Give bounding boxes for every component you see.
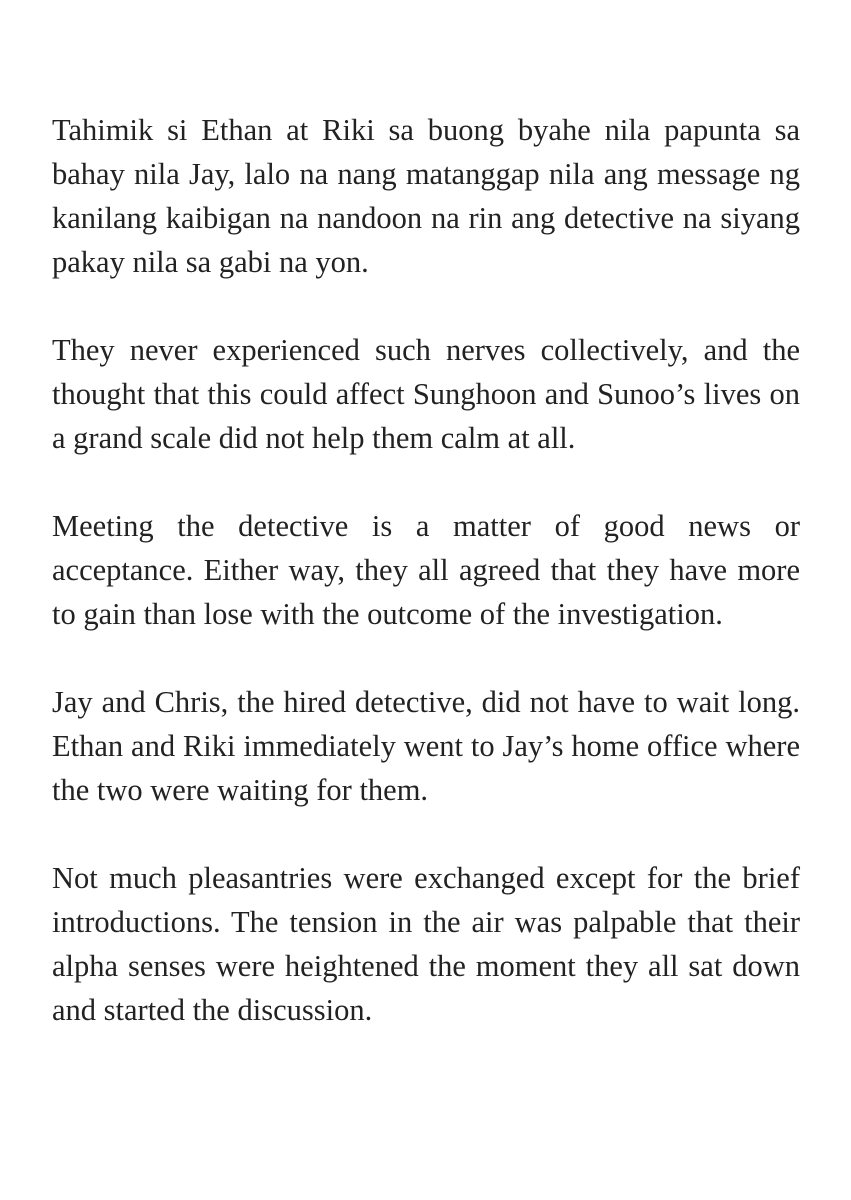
paragraph-2: They never experienced such nerves collectively, and the thought that this could affect Sunghoon and Sunoo’s lives on a grand scale did not help them calm at all. — [52, 333, 800, 455]
paragraph-3: Meeting the detective is a matter of good news or acceptance. Either way, they all agreed that they have more to gain than lose with the outcome of the investigation. — [52, 509, 800, 631]
paragraph-1: Tahimik si Ethan at Riki sa buong byahe nila papunta sa bahay nila Jay, lalo na nang matanggap nila ang message ng kanilang kaibigan na nandoon na rin ang detective na siyang pakay nila sa gabi na yon. — [52, 113, 800, 279]
document-page — [52, 108, 800, 1076]
paragraph-4: Jay and Chris, the hired detective, did not have to wait long. Ethan and Riki immediately went to Jay’s home office where the two were waiting for them. — [52, 685, 800, 807]
paragraph-5: Not much pleasantries were exchanged except for the brief introductions. The tension in the air was palpable that their alpha senses were heightened the moment they all sat down and started the discussion. — [52, 861, 800, 1027]
